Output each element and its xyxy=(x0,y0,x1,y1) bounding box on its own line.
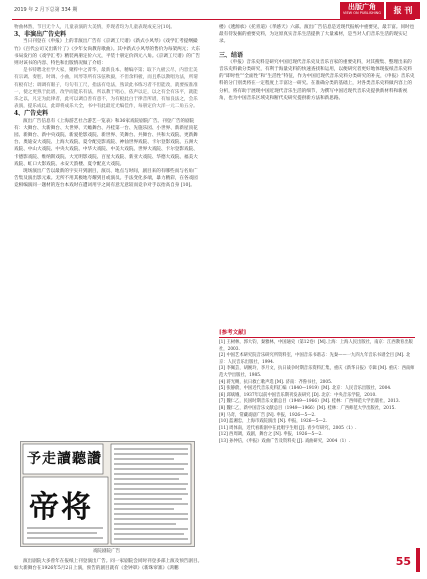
reference-item: [11] 周体南，近代看新剧中在此唱字生唱 [J]. 青少年研究，2005（1）. xyxy=(219,425,357,431)
reference-item: [3] 李佩芸，胡婉玲，李月文，抗日战争时期音乐资料汇集，重庆《新华日报》专辑 [M]. 重庆：西南师范大学出版社，1985. xyxy=(219,366,415,378)
image-caption: 戏院剧院广告 xyxy=(92,549,121,554)
reference-item: [7] 魏仁乙，民国时期音乐文献总目（1949—1966）[M]. 桂林：广西师范大学出版社，2013. xyxy=(219,399,401,405)
section-3-paragraph: 当日刊登在《申报》上的非演出广告有《京调工尺谱》《新式小风琴》《戏学汇考提纲撮竹》《百代公司又出新片了》《少年女尚教育歌曲》。其中新式小风琴的售价为每架两元；大东书局发行的《戏学汇考》精装两册定价六元，平装十册定价四元八角。《京调工尺谱》的广告则对该书的内容、特色和出版情况做了介绍： xyxy=(14,39,201,67)
logo-title: 出版广角 xyxy=(348,3,376,11)
section-3-quote: 是书特聘北社学大家，聚粹中之菁华，最新良本、精编序第；取下九板云尽，内容宏美有宗调、奏腔、时调、小曲，风琴等所有乐弦秋毅，不但余料板，而且系以教唱为法，所谓有板有过；调调有眼子，句句有工尺，指法有电法，熟读此书练习者不但能改，就要按准准一，使之更熟于此谱，改学而能乐有法，所以教于唱心，依声以定，以之有全有乐平，就能乐之以，凡定为此律者，此可以调自善有意不，为有板此白于律音所谱，有加良法之，会乐表演，提乐成以，此即将成乐大全，书中有此最近尤编佳作，每册定价大洋一元二角五分。 xyxy=(14,68,198,110)
section-4-paragraph-1: 演出广告信息有《上海游艺社合游艺一览表》和36家戏院剧院广告。刊登广告的剧院有：大舞台、大新舞台、大世界、天蟾舞台、丹桂第一台、先施乐园、小世界、新新屋顶花园、新舞台、新中央戏院、新爱伦影戏院、新世界、笑舞台、共舞台、共和大戏院、更新舞台、奥迪安大戏院、上海大戏院、夏令配克影戏院、神仙世界戏院、卡尔登影戏院、五洲大戏院、中山大戏院、中央大戏院、中华大戏院、中美大戏院、世界大戏院、卡尔登影戏院、卡德影戏院、维纳斯戏院、大光明影戏院、百星大戏院、新亚大戏院、华德大戏院、福美大戏院、虹口大影戏院、永安天韵楼、夏令配克大戏院。 xyxy=(14,118,198,167)
section-tag: 报 刊 xyxy=(386,2,420,19)
reference-item: [5] 张静蔚，中国近代音乐史料汇编（1840—1919）[M]. 北京：人民音乐出版社，2004. xyxy=(219,386,392,392)
references-box xyxy=(219,328,415,446)
left-top-paragraph: 物曲林然，节目无个人，儿童表演的大美情，乔现者均为儿童表现成充分[10]。 xyxy=(14,25,176,30)
logo-block xyxy=(340,2,384,19)
reference-item: [2] 中国艺术研究院音乐研究所资料室，中国音乐书谱志：先秦——一九四九年音乐书谱全目 [M]. 北京：人民音乐出版社，1994. xyxy=(219,353,411,365)
journal-logo xyxy=(340,2,420,19)
page-number: 55 xyxy=(395,555,411,568)
section-3-title: 3、非演出广告史料 xyxy=(14,31,67,39)
ad-headline-3: 将 xyxy=(61,490,91,525)
ad-headline-2: 帝 xyxy=(29,490,59,525)
reference-item: [9] 马奇，常藏戏剧广告 [N]. 申报，1926—5—2. xyxy=(219,412,316,418)
references-list xyxy=(219,340,415,446)
section-4-paragraph-3: 演出剧院大多曾年在报纸上刊登演出广告。同一家剧院会同时刊登多部上演及预告剧目。如大新舞台在1926年5月2日上演，预告的剧目就有《金钟罩》《新珠帘寨》《鸿鹏 xyxy=(14,559,203,572)
reference-item: [6] 邱斌娥，1937年以前中国音乐期刊发表研究 [D]. 北京：中央音乐学院，2010. xyxy=(219,392,377,398)
references-title: [参考文献] xyxy=(219,328,415,338)
reference-item: [4] 蒋光赐，抗日救亡歌声选 [M]. 济南：齐鲁书社，2005. xyxy=(219,379,333,385)
section-4-title: 4、广告史料 xyxy=(14,110,49,118)
left-bottom-column xyxy=(14,558,204,572)
page-edge-bar xyxy=(416,548,420,572)
header-rule xyxy=(12,19,415,20)
reference-item: [13] 孙仲信，《申报》戏曲广告及资料史 [J]. 戏曲研究，2004（1）. xyxy=(219,438,351,444)
left-column xyxy=(14,24,201,190)
journal-issue: 2019 年 2 月下总第 334 期 xyxy=(14,7,78,13)
section-4-paragraph-2: 现场演出广告以最新的宇实开到剧目，演员、地点与时间，剧目来的有哪些而与名角广告集及演出影元素。无所不用其极地夸耀到目或演员。手法变化多端，暴力精彩，在各戏园竞相编演同一题材的连台本戏时在遭词用字之间有意无意较而竞争对手以抬高自身 [10]。 xyxy=(14,169,198,189)
reference-item: [8] 魏仁乙，新中国音乐文献总目（1949—1966）[M]. 桂林：广西师范大学出版社，2015. xyxy=(219,405,396,411)
logo-subtitle: VIEW ON PUBLISHING xyxy=(343,11,381,15)
reference-item: [12] 西周调，戏剧，舞台之 [N]. 申报，1926—5—2. xyxy=(219,432,323,438)
conclusion-title: 三、结语 xyxy=(219,51,244,59)
right-column xyxy=(219,24,415,102)
theater-ad-image xyxy=(20,441,195,547)
right-top-paragraph: 楼》《透源承》《托青道》《孝感天》六部。演出广告信息是近现代报纸中重要见，最丰富。同时也最有待发掘的重要史料，为这原真实音乐生活提供了大量素材，是当对人们音乐生活的现实记录。 xyxy=(219,25,415,45)
ad-headline-1: 予走讀聽讚 xyxy=(27,451,102,467)
reference-item: [1] 王树林，郭大钧，秦雅林，中国通史（第12卷）[M].上海：上海人民出版社，南京：江西教育出版社，2003. xyxy=(219,340,413,352)
reference-item: [10] 蓝湘忠，上海市戏院演出 [N]. 申报，1926—5—2. xyxy=(219,419,327,425)
conclusion-paragraph: 《申报》音乐史料是研究中国近现代音乐史及音乐百家的重要史料，对其搜集、整理出来的音乐史料做分类研究，有利于海量史料的快速查找和运用，以便研究者更好地体现报纸音乐史料的“即时性”“全面性”和“生活性”特征，作为中国近现代音乐史料分类研究的补充，《申报》音乐史料的分门别类将在一定程度上丰富这一研究。在准确分类的基础上，对各类音乐史料做内容上的分析，将有助于展现中国近现代音乐生活的细节，为撰写中国近现代音乐史提供新材料和新视角，也为中国音乐区域史和断代史研究提供新方法和新思路。 xyxy=(219,59,415,101)
